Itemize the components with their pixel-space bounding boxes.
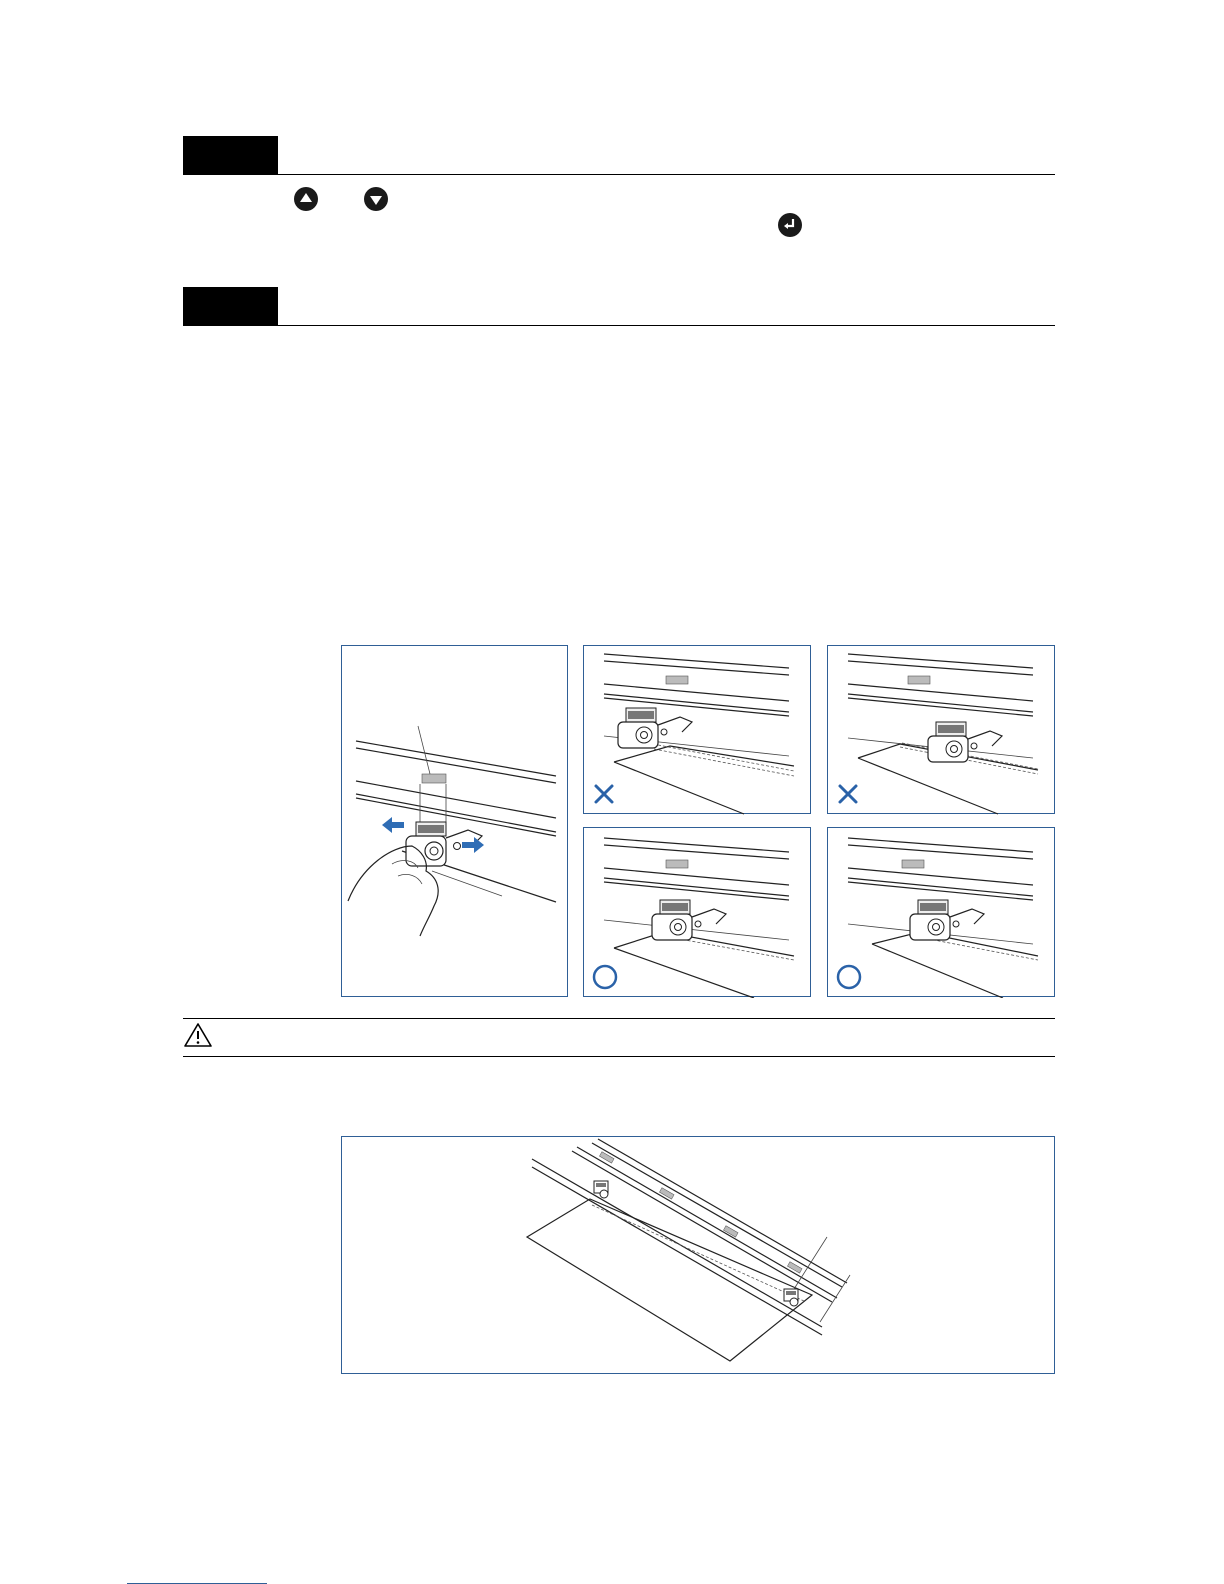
section-tab-1 bbox=[183, 136, 278, 174]
figure-wrong-position-left bbox=[583, 645, 811, 814]
down-arrow-key-icon bbox=[364, 187, 388, 211]
figure-wrong-position-right bbox=[827, 645, 1055, 814]
section-rule-1 bbox=[183, 174, 1055, 175]
cross-mark-icon bbox=[840, 786, 856, 802]
cross-mark-icon bbox=[596, 786, 612, 802]
up-arrow-key-icon bbox=[294, 187, 318, 211]
figure-correct-position-left bbox=[583, 827, 811, 997]
figure-media-loaded bbox=[341, 1136, 1055, 1374]
enter-key-icon bbox=[778, 213, 802, 237]
figure-correct-position-right bbox=[827, 827, 1055, 997]
circle-mark-icon bbox=[594, 966, 616, 988]
circle-mark-icon bbox=[838, 966, 860, 988]
caution-rule-bottom bbox=[183, 1056, 1055, 1057]
caution-triangle-icon bbox=[183, 1022, 213, 1053]
section-tab-2 bbox=[183, 287, 278, 325]
section-rule-2 bbox=[183, 325, 1055, 326]
caution-rule-top bbox=[183, 1018, 1055, 1019]
figure-pinch-roller-adjust bbox=[341, 645, 568, 997]
